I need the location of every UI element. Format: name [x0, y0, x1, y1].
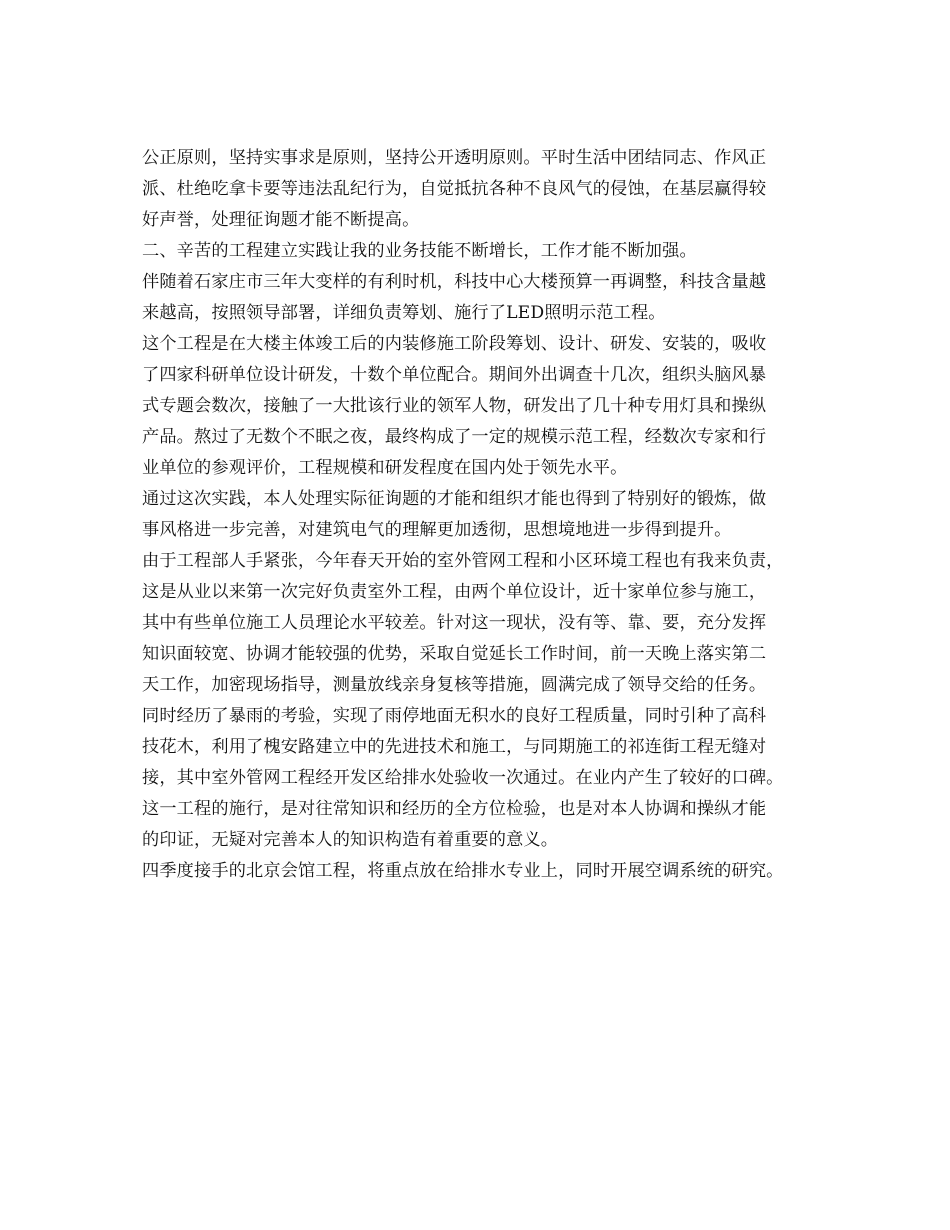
text-line: 通过这次实践，本人处理实际征询题的才能和组织才能也得到了特别好的锻炼，做	[142, 489, 767, 509]
text-line: 产品。熬过了无数个不眠之夜，最终构成了一定的规模示范工程，经数次专家和行	[142, 427, 767, 447]
text-line: 公正原则，坚持实事求是原则，坚持公开透明原则。平时生活中团结同志、作风正	[142, 148, 767, 168]
text-line: 了四家科研单位设计研发，十数个单位配合。期间外出调查十几次，组织头脑风暴	[142, 365, 767, 385]
text-line: 由于工程部人手紧张，今年春天开始的室外管网工程和小区环境工程也有我来负责，	[142, 551, 784, 571]
text-line: 四季度接手的北京会馆工程，将重点放在给排水专业上，同时开展空调系统的研究。	[142, 861, 784, 881]
text-line: 这个工程是在大楼主体竣工后的内装修施工阶段筹划、设计、研发、安装的，吸收	[142, 334, 767, 354]
text-line: 式专题会数次，接触了一大批该行业的领军人物，研发出了几十种专用灯具和操纵	[142, 396, 767, 416]
text-line: 伴随着石家庄市三年大变样的有利时机，科技中心大楼预算一再调整，科技含量越	[142, 272, 767, 292]
text-line: 同时经历了暴雨的考验，实现了雨停地面无积水的良好工程质量，同时引种了高科	[142, 706, 767, 726]
text-line: 接，其中室外管网工程经开发区给排水处验收一次通过。在业内产生了较好的口碑。	[142, 768, 784, 788]
text-line: 这是从业以来第一次完好负责室外工程，由两个单位设计，近十家单位参与施工，	[142, 582, 767, 602]
section-heading: 二、辛苦的工程建立实践让我的业务技能不断增长，工作才能不断加强。	[142, 241, 697, 261]
text-line: 派、杜绝吃拿卡要等违法乱纪行为，自觉抵抗各种不良风气的侵蚀，在基层赢得较	[142, 179, 767, 199]
text-line: 业单位的参观评价，工程规模和研发程度在国内处于领先水平。	[142, 458, 628, 478]
text-line: 的印证，无疑对完善本人的知识构造有着重要的意义。	[142, 830, 559, 850]
text-line: 技花木，利用了槐安路建立中的先进技术和施工，与同期施工的祁连街工程无缝对	[142, 737, 767, 757]
text-line: 其中有些单位施工人员理论水平较差。针对这一现状，没有等、靠、要，充分发挥	[142, 613, 767, 633]
text-line: 好声誉，处理征询题才能不断提高。	[142, 210, 420, 230]
text-line: 这一工程的施行，是对往常知识和经历的全方位检验，也是对本人协调和操纵才能	[142, 799, 767, 819]
text-line: 天工作，加密现场指导，测量放线亲身复核等措施，圆满完成了领导交给的任务。	[142, 675, 767, 695]
text-line: 知识面较宽、协调才能较强的优势，采取自觉延长工作时间，前一天晚上落实第二	[142, 644, 767, 664]
text-line: 事风格进一步完善，对建筑电气的理解更加透彻，思想境地进一步得到提升。	[142, 520, 732, 540]
text-line: 来越高，按照领导部署，详细负责筹划、施行了LED照明示范工程。	[142, 303, 666, 323]
document-body	[142, 143, 832, 887]
